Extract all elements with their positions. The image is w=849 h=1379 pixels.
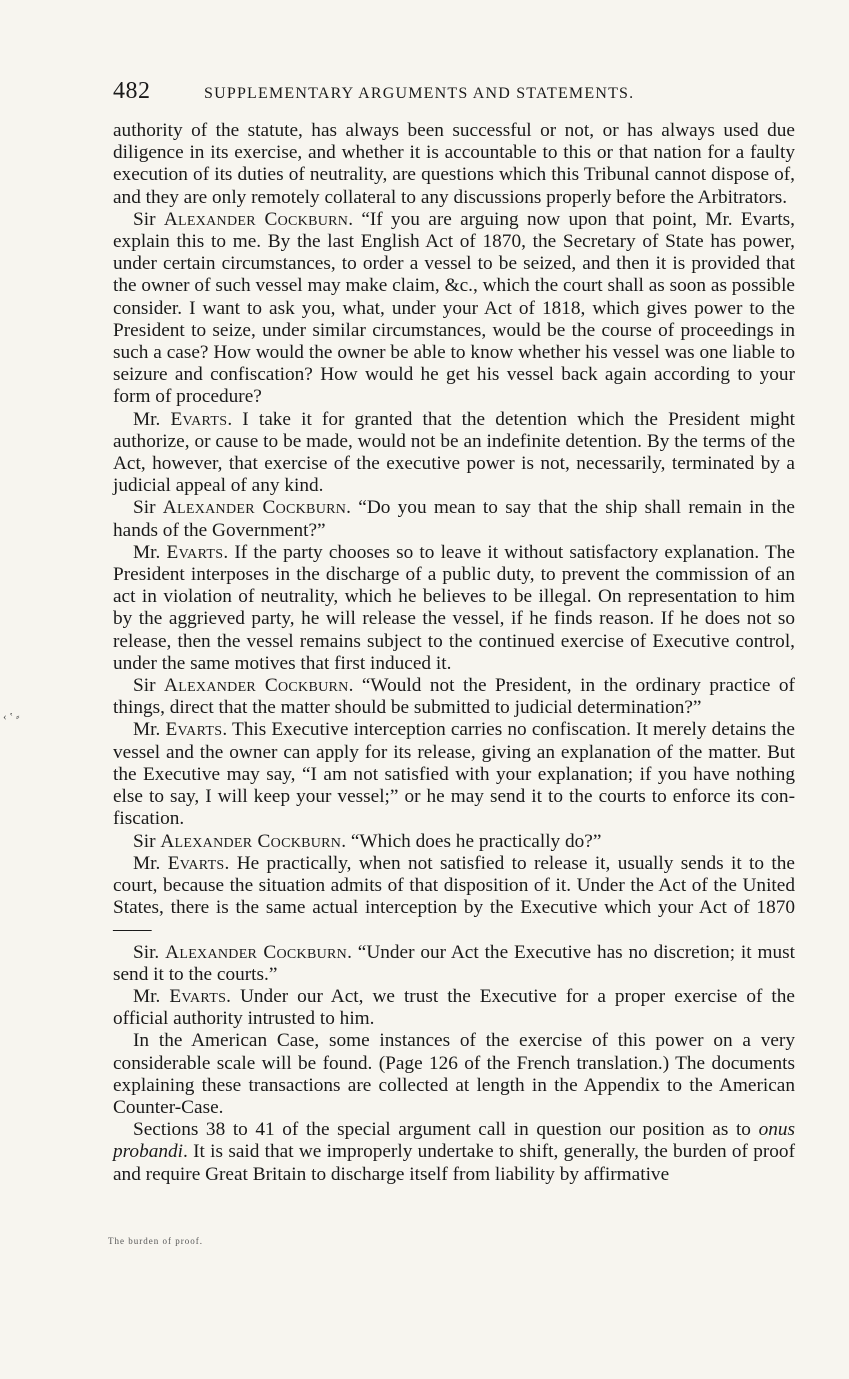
text-run: . If the party chooses so to leave it without satisfactory explanation. The President interposes in the discharge of a public duty, to prevent the commission of an act in violation of neutrality, which he believes to be illegal. On representation to him by the aggrieved party, he will release the vessel, if he finds reason. If he does not so release, then the vessel remains subject to the continued exercise of Executive control, under the same motives that first induced it.: [113, 541, 795, 674]
text-run: Mr.: [133, 985, 170, 1007]
text-run: . He practically, when not satisfied to release it, usually sends it to the court, because the situation admits of that disposition of it. Under the Act of the United States, there is the same actual interception by the Executive which your Act of 1870——: [113, 852, 795, 941]
text-run: . This Executive interception carries no confiscation. It merely detains the vessel and the owner can apply for its release, giving an explanation of the matter. But the Executive may say, “I am not satisfied with your explanation; if you have nothing else to say, I will keep your vessel;” or he may send it to the courts to enforce its confiscation.: [113, 719, 795, 830]
speaker-name: Evarts: [166, 541, 224, 563]
text-run: Sir: [133, 675, 164, 697]
margin-note: The burden of proof.: [108, 1236, 203, 1246]
paragraph: [113, 120, 795, 209]
running-head: SUPPLEMENTARY ARGUMENTS AND STATEMENTS.: [204, 85, 635, 102]
text-run: Mr.: [133, 408, 171, 430]
speaker-name: Evarts: [165, 719, 223, 741]
text-run: . “Would not the President, in the ordinary practice of things, direct that the matter should be submitted to judicial determination?”: [113, 675, 795, 719]
speaker-name: Alexander Cockburn: [163, 208, 349, 230]
paragraph: [113, 675, 795, 719]
speaker-name: Evarts: [167, 852, 225, 874]
text-run: Sir: [133, 497, 163, 519]
page-header: [113, 78, 795, 108]
paragraph: [113, 209, 795, 409]
paragraph: [113, 853, 795, 942]
text-run: authority of the statute, has always been successful or not, or has always used due diligence in its exercise, and whether it is accountable to this or that nation for a faulty execution of its duties of neutrality, are questions which this Tribunal cannot dispose of, and they are only remotely collateral to any discussions properly before the Arbitrators.: [113, 120, 795, 208]
speaker-name: Evarts: [169, 985, 227, 1007]
italic-text: onus probandi: [113, 1119, 795, 1163]
paragraph: [113, 942, 795, 986]
speaker-name: Alexander Cockburn: [162, 497, 347, 519]
paragraph: [113, 497, 795, 541]
paragraph: [113, 1030, 795, 1119]
text-run: . “Which does he practically do?”: [341, 830, 602, 852]
text-run: In the American Case, some instances of the exercise of this power on a very considerable scale will be found. (Page 126 of the French translation.) The documents explaining these transactions are collected at length in the Appendix to the American Counter-Case.: [113, 1030, 795, 1118]
text-run: Sir: [133, 208, 164, 230]
text-run: . It is said that we improperly undertake to shift, generally, the burden of proof and require Great Britain to discharge itself from liability by affirmative: [113, 1141, 795, 1185]
text-run: Mr.: [133, 852, 168, 874]
paragraph: [113, 409, 795, 498]
paragraph: [113, 986, 795, 1030]
text-run: Sir: [133, 830, 161, 852]
stray-marks: ‹ ‛ ⸗: [3, 711, 20, 723]
paragraph: [113, 831, 795, 853]
speaker-name: Alexander Cockburn: [164, 675, 349, 697]
text-run: . “If you are arguing now upon that point, Mr. Evarts, explain this to me. By the last English Act of 1870, the Secretary of State has power, under certain circumstances, to order a vessel to be seized, and then it is provided that the owner of such vessel may make claim, &c., which the court shall as soon as possible consider. I want to ask you, what, under your Act of 1818, which gives power to the President to seize, under similar circumstances, would be the course of proceedings in such a case? How would the owner be able to know whether his vessel was one liable to seizure and confiscation? How would he get his vessel back again according to your form of procedure?: [113, 208, 796, 408]
page-number: 482: [113, 78, 151, 104]
text-run: Sections 38 to 41 of the special argument call in question our position as to: [133, 1119, 759, 1141]
page: [113, 78, 795, 1186]
speaker-name: Evarts: [170, 408, 228, 430]
text-run: Mr.: [133, 541, 167, 563]
paragraph: [113, 1119, 795, 1186]
body-text: [113, 120, 795, 1186]
text-run: . I take it for granted that the detention which the President might authorize, or cause to be made, would not be an indefinite detention. By the terms of the Act, however, that exercise of the executive power is not, necessarily, terminated by a judicial appeal of any kind.: [113, 408, 795, 497]
text-run: . Under our Act, we trust the Executive for a proper exercise of the official authority intrusted to him.: [113, 985, 795, 1030]
paragraph: [113, 719, 795, 830]
text-run: . “Under our Act the Executive has no discretion; it must send it to the courts.”: [113, 941, 795, 985]
text-run: Mr.: [133, 719, 166, 741]
text-run: . “Do you mean to say that the ship shall remain in the hands of the Government?”: [113, 497, 795, 541]
speaker-name: Alexander Cockburn: [160, 830, 342, 852]
paragraph: [113, 542, 795, 675]
text-run: Sir.: [133, 941, 166, 963]
speaker-name: Alexander Cockburn: [165, 941, 348, 963]
